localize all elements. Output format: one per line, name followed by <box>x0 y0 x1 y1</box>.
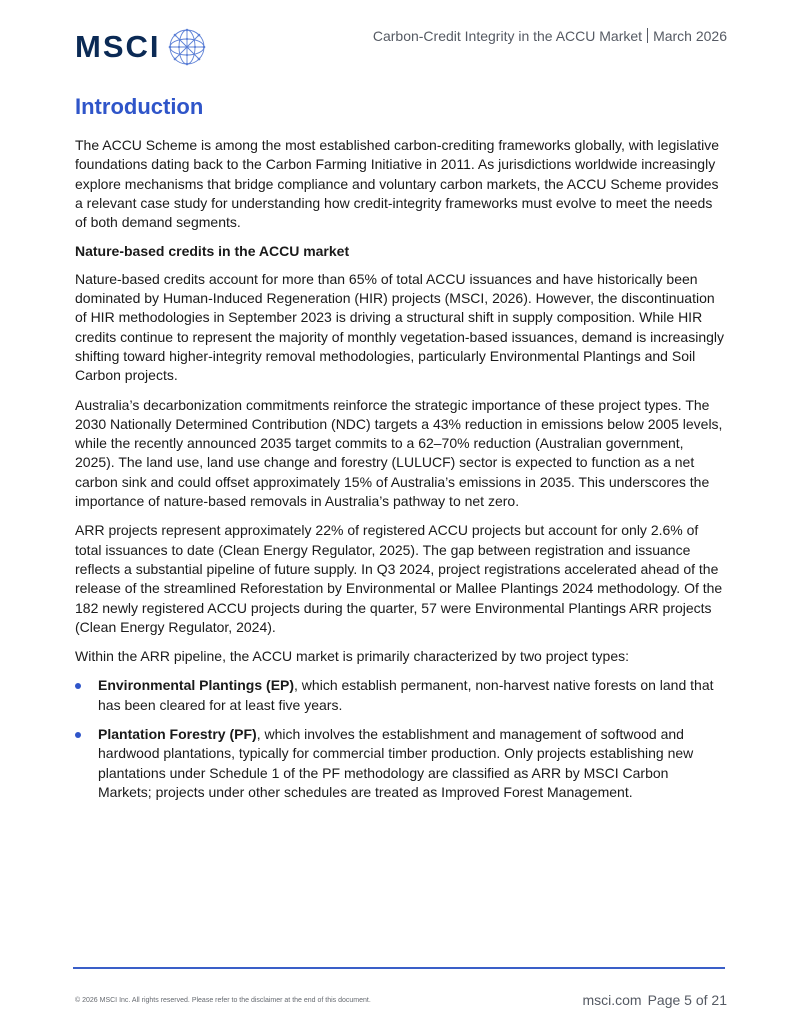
logo-wordmark: MSCI <box>75 29 161 64</box>
page-number: Page 5 of 21 <box>647 992 727 1008</box>
bullet-list <box>75 676 725 802</box>
bullet-icon <box>75 683 81 689</box>
msci-logo <box>75 27 207 67</box>
subheading: Nature-based credits in the ACCU market <box>75 243 350 260</box>
running-header <box>373 28 727 44</box>
website-link[interactable]: msci.com <box>582 992 642 1008</box>
bullet-text: , which involves the establishment and management of softwood and hardwood plantations, typically for commercial timber production. Only projects establishing new plantations under Schedule 1 of the PF methodology are classified as ARR by MSCI Carbon Markets; projects under other schedules are treated as Improved Forest Management. <box>98 726 694 800</box>
paragraph: Within the ARR pipeline, the ACCU market is primarily characterized by two project types: <box>75 648 629 665</box>
bullet-term: Environmental Plantings (EP) <box>98 677 295 694</box>
page-header <box>0 0 800 80</box>
main-content <box>75 92 725 812</box>
report-date: March 2026 <box>653 28 727 44</box>
page-footer-info <box>582 992 727 1008</box>
footer-divider <box>73 967 725 969</box>
bullet-icon <box>75 732 81 738</box>
paragraph: Australia’s decarbonization commitments reinforce the strategic importance of these project types. The 2030 Nationally Determined Contribution (NDC) targets a 43% reduction in emissions below 2005 levels, while the recently announced 2035 target commits to a 62–70% reduction (Australian government, 2025). The land use, land use change and forestry (LULUCF) sector is expected to function as a net carbon sink and could offset approximately 15% of Australia’s emissions in 2035. This underscores the importance of nature-based removals in Australia’s pathway to net zero. <box>75 396 723 510</box>
paragraph: Nature-based credits account for more than 65% of total ACCU issuances and have historically been dominated by Human-Induced Regeneration (HIR) projects (MSCI, 2026). However, the discontinuation of HIR methodologies in September 2023 is driving a structural shift in supply composition. While HIR credits continue to represent the majority of monthly vegetation-based issuances, demand is increasingly shifting toward higher-integrity removal methodologies, particularly Environmental Plantings and Soil Carbon projects. <box>75 270 725 384</box>
paragraph-intro: The ACCU Scheme is among the most established carbon-crediting frameworks globally, with legislative foundations dating back to the Carbon Farming Initiative in 2011. As jurisdictions worldwide increasingly explore mechanisms that bridge compliance and voluntary carbon markets, the ACCU Scheme provides a relevant case study for understanding how credit-integrity frameworks must evolve to meet the needs of both demand segments. <box>75 137 720 231</box>
bullet-term: Plantation Forestry (PF) <box>98 726 257 743</box>
report-title: Carbon-Credit Integrity in the ACCU Market <box>372 28 643 44</box>
globe-icon <box>167 27 207 67</box>
list-item <box>75 725 725 802</box>
copyright-notice: © 2026 MSCI Inc. All rights reserved. Please refer to the disclaimer at the end of this document. <box>75 997 371 1004</box>
section-heading: Introduction <box>75 94 204 119</box>
paragraph: ARR projects represent approximately 22% of registered ACCU projects but account for only 2.6% of total issuances to date (Clean Energy Regulator, 2025). The gap between registration and issuance reflects a substantial pipeline of future supply. In Q3 2024, project registrations accelerated ahead of the release of the streamlined Reforestation by Environmental or Mallee Plantings 2024 methodology. Of the 182 newly registered ACCU projects during the quarter, 57 were Environmental Plantings ARR projects (Clean Energy Regulator, 2024). <box>75 522 723 635</box>
header-divider <box>647 28 648 43</box>
list-item <box>75 676 725 715</box>
bullet-text: , which establish permanent, non-harvest native forests on land that has been cleared for at least five years. <box>98 677 714 713</box>
